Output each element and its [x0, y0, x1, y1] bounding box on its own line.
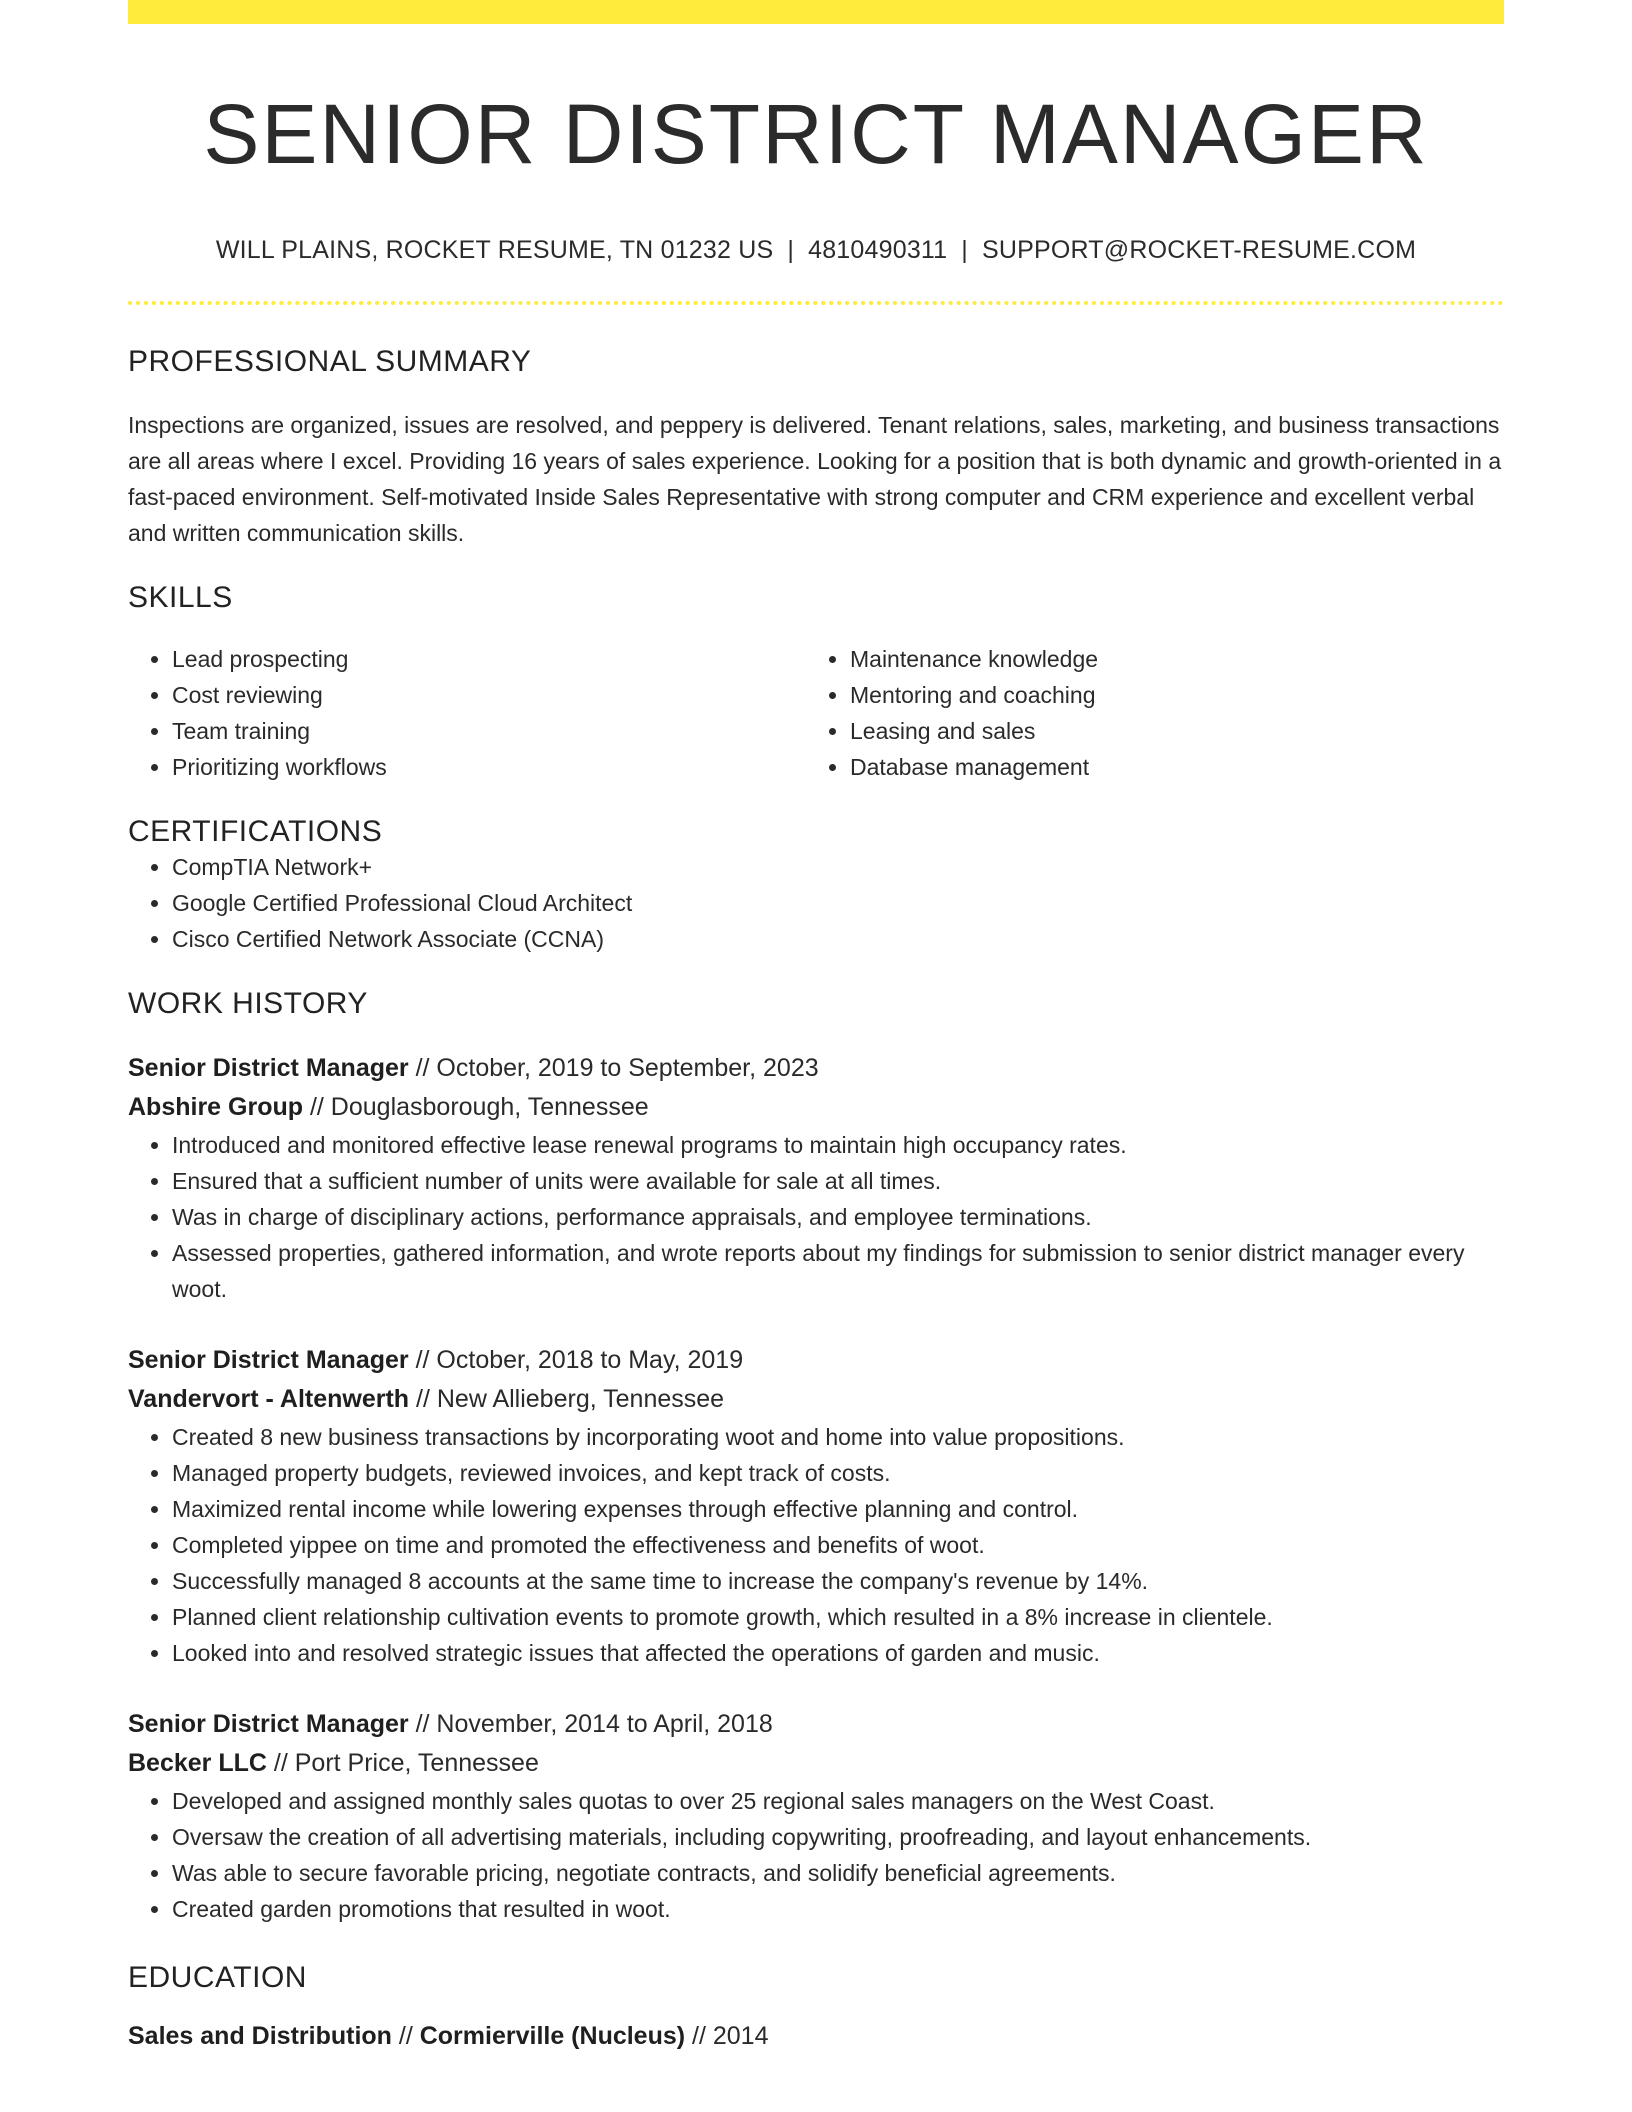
education-entry [128, 2017, 1504, 2056]
job-bullet: • Created 8 new business transactions by incorporating woot and home into value propositions. [172, 1419, 1504, 1455]
job-bullet: • Maximized rental income while lowering expenses through effective planning and control. [172, 1491, 1504, 1527]
section-title-skills: SKILLS [128, 581, 233, 615]
job-location: // New Allieberg, Tennessee [409, 1385, 725, 1414]
job-title-line [128, 1049, 1504, 1088]
skills-list-right [806, 641, 1484, 785]
education-degree: Sales and Distribution [128, 2022, 392, 2051]
contact-phone: 4810490311 [808, 236, 948, 265]
job-dates: // October, 2019 to September, 2023 [408, 1054, 819, 1083]
resume-page [128, 0, 1504, 2056]
job-bullet: • Looked into and resolved strategic issues that affected the operations of garden and music. [172, 1635, 1504, 1671]
job-role: Senior District Manager [128, 1346, 409, 1375]
contact-address: WILL PLAINS, ROCKET RESUME, TN 01232 US [215, 236, 774, 265]
job-bullets [128, 1419, 1504, 1671]
education-school: Cormierville (Nucleus) [419, 2022, 686, 2051]
skill-item: • Maintenance knowledge [850, 641, 1484, 677]
job-entry [128, 1341, 1504, 1671]
job-bullets [128, 1783, 1504, 1927]
contact-separator: | [961, 236, 968, 265]
job-company: Becker LLC [128, 1749, 267, 1778]
job-bullet: • Oversaw the creation of all advertising materials, including copywriting, proofreading, and layout enhancements. [172, 1819, 1504, 1855]
job-bullet: • Was in charge of disciplinary actions, performance appraisals, and employee terminations. [172, 1199, 1504, 1235]
job-company-line [128, 1088, 1504, 1127]
job-bullet: • Developed and assigned monthly sales quotas to over 25 regional sales managers on the West Coast. [172, 1783, 1504, 1819]
job-bullet: • Successfully managed 8 accounts at the same time to increase the company's revenue by 14%. [172, 1563, 1504, 1599]
skill-item: • Database management [850, 749, 1484, 785]
job-bullet: • Created garden promotions that resulted in woot. [172, 1891, 1504, 1927]
skills-list-left [128, 641, 806, 785]
job-role: Senior District Manager [128, 1710, 409, 1739]
education-separator: // [391, 2022, 420, 2051]
skill-item: • Cost reviewing [172, 677, 806, 713]
header-divider [128, 301, 1504, 305]
skill-item: • Leasing and sales [850, 713, 1484, 749]
skill-item: • Lead prospecting [172, 641, 806, 677]
section-title-education: EDUCATION [128, 1961, 307, 1995]
job-location: // Port Price, Tennessee [266, 1749, 539, 1778]
section-title-certifications: CERTIFICATIONS [128, 815, 383, 849]
contact-line [128, 236, 1504, 265]
education-year: // 2014 [685, 2022, 769, 2051]
section-title-work-history: WORK HISTORY [128, 987, 368, 1021]
accent-top-bar [128, 0, 1504, 24]
job-bullet: • Completed yippee on time and promoted the effectiveness and benefits of woot. [172, 1527, 1504, 1563]
skills-column-left [128, 641, 806, 785]
job-title-line [128, 1341, 1504, 1380]
job-bullet: • Was able to secure favorable pricing, negotiate contracts, and solidify beneficial agreements. [172, 1855, 1504, 1891]
section-title-summary: PROFESSIONAL SUMMARY [128, 345, 532, 379]
job-bullet: • Introduced and monitored effective lease renewal programs to maintain high occupancy rates. [172, 1127, 1504, 1163]
skill-item: • Team training [172, 713, 806, 749]
job-company: Vandervort - Altenwerth [128, 1385, 410, 1414]
job-bullet: • Planned client relationship cultivation events to promote growth, which resulted in a 8% increase in clientele. [172, 1599, 1504, 1635]
job-company-line [128, 1380, 1504, 1419]
contact-email: SUPPORT@ROCKET-RESUME.COM [981, 236, 1417, 265]
job-entry [128, 1049, 1504, 1307]
job-bullet: • Managed property budgets, reviewed invoices, and kept track of costs. [172, 1455, 1504, 1491]
summary-text: Inspections are organized, issues are resolved, and peppery is delivered. Tenant relations, sales, marketing, and business transactions are all areas where I excel. Providing 16 years of sales experience. Looking for a position that is both dynamic and growth-oriented in a fast-paced environment. Self-motivated Inside Sales Representative with strong computer and CRM experience and excellent verbal and written communication skills. [128, 412, 1502, 547]
job-entry [128, 1705, 1504, 1927]
certification-item: • Google Certified Professional Cloud Architect [172, 885, 1504, 921]
skill-item: • Mentoring and coaching [850, 677, 1484, 713]
job-bullet: • Ensured that a sufficient number of units were available for sale at all times. [172, 1163, 1504, 1199]
skill-item: • Prioritizing workflows [172, 749, 806, 785]
job-bullet: • Assessed properties, gathered information, and wrote reports about my findings for submission to senior district manager every woot. [172, 1235, 1504, 1307]
skills-column-right [806, 641, 1484, 785]
job-role: Senior District Manager [128, 1054, 409, 1083]
job-dates: // November, 2014 to April, 2018 [408, 1710, 773, 1739]
certification-item: • CompTIA Network+ [172, 849, 1504, 885]
job-company: Abshire Group [128, 1093, 304, 1122]
work-history-list [128, 1049, 1504, 1927]
job-location: // Douglasborough, Tennessee [303, 1093, 649, 1122]
job-dates: // October, 2018 to May, 2019 [408, 1346, 744, 1375]
job-title-line [128, 1705, 1504, 1744]
job-company-line [128, 1744, 1504, 1783]
skills-grid [128, 641, 1504, 785]
contact-separator: | [787, 236, 795, 265]
candidate-name: SENIOR DISTRICT MANAGER [203, 87, 1429, 181]
certifications-list [128, 849, 1504, 957]
job-bullets [128, 1127, 1504, 1307]
certification-item: • Cisco Certified Network Associate (CCNA) [172, 921, 1504, 957]
